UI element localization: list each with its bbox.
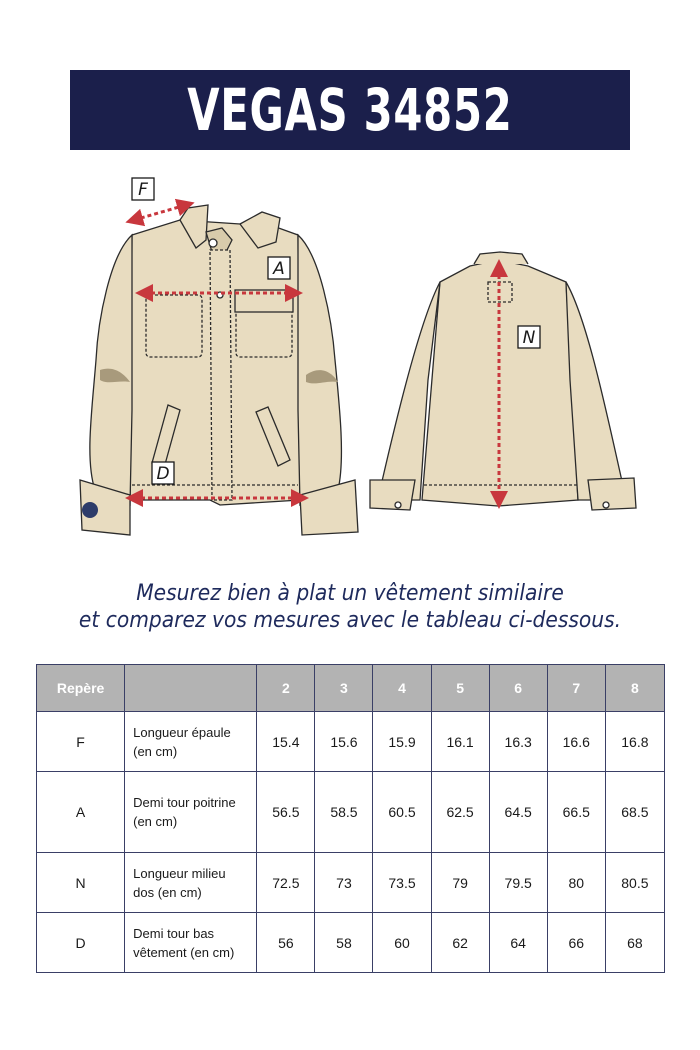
row-value: 16.6 bbox=[547, 712, 605, 772]
jacket-back-view bbox=[370, 252, 636, 510]
row-repere: F bbox=[37, 712, 125, 772]
marker-F bbox=[132, 178, 154, 200]
svg-text:D: D bbox=[156, 464, 170, 484]
marker-D bbox=[152, 462, 174, 484]
title-banner bbox=[70, 70, 630, 150]
instructions-line-2: et comparez vos mesures avec le tableau ci-dessous. bbox=[78, 608, 622, 633]
table-row bbox=[37, 712, 665, 772]
svg-text:A: A bbox=[273, 259, 285, 279]
row-repere: N bbox=[37, 853, 125, 913]
table-row bbox=[37, 913, 665, 973]
row-value: 16.8 bbox=[605, 712, 664, 772]
row-value: 58 bbox=[315, 913, 373, 973]
row-value: 16.3 bbox=[489, 712, 547, 772]
row-description: Longueur épaule (en cm) bbox=[125, 712, 257, 772]
row-value: 64 bbox=[489, 913, 547, 973]
svg-text:N: N bbox=[522, 328, 536, 348]
row-description: Longueur milieu dos (en cm) bbox=[125, 853, 257, 913]
arrow-F bbox=[134, 205, 186, 220]
row-value: 68 bbox=[605, 913, 664, 973]
jacket-front-view bbox=[80, 205, 358, 535]
row-value: 64.5 bbox=[489, 772, 547, 853]
header-size: 7 bbox=[547, 665, 605, 712]
row-value: 73.5 bbox=[373, 853, 431, 913]
row-repere: A bbox=[37, 772, 125, 853]
row-value: 16.1 bbox=[431, 712, 489, 772]
row-value: 60 bbox=[373, 913, 431, 973]
row-value: 62 bbox=[431, 913, 489, 973]
size-chart-table bbox=[36, 664, 665, 973]
row-value: 66 bbox=[547, 913, 605, 973]
row-value: 15.6 bbox=[315, 712, 373, 772]
header-size: 6 bbox=[489, 665, 547, 712]
row-value: 15.9 bbox=[373, 712, 431, 772]
header-size: 2 bbox=[257, 665, 315, 712]
table-row bbox=[37, 853, 665, 913]
row-description: Demi tour poitrine (en cm) bbox=[125, 772, 257, 853]
header-repere: Repère bbox=[37, 665, 125, 712]
header-size: 4 bbox=[373, 665, 431, 712]
row-value: 66.5 bbox=[547, 772, 605, 853]
row-value: 80 bbox=[547, 853, 605, 913]
page-title: VEGAS 34852 bbox=[187, 76, 513, 144]
row-value: 15.4 bbox=[257, 712, 315, 772]
table-row bbox=[37, 772, 665, 853]
row-value: 56.5 bbox=[257, 772, 315, 853]
svg-text:F: F bbox=[138, 180, 148, 200]
marker-A bbox=[268, 257, 290, 279]
row-value: 60.5 bbox=[373, 772, 431, 853]
row-repere: D bbox=[37, 913, 125, 973]
row-description: Demi tour bas vêtement (en cm) bbox=[125, 913, 257, 973]
row-value: 79.5 bbox=[489, 853, 547, 913]
instructions-line-1: Mesurez bien à plat un vêtement similaire bbox=[136, 581, 564, 606]
row-value: 72.5 bbox=[257, 853, 315, 913]
row-value: 80.5 bbox=[605, 853, 664, 913]
row-value: 68.5 bbox=[605, 772, 664, 853]
row-value: 62.5 bbox=[431, 772, 489, 853]
jacket-illustration bbox=[0, 160, 700, 560]
header-description bbox=[125, 665, 257, 712]
measuring-instructions bbox=[0, 580, 700, 634]
row-value: 58.5 bbox=[315, 772, 373, 853]
marker-N bbox=[518, 326, 540, 348]
row-value: 73 bbox=[315, 853, 373, 913]
header-size: 8 bbox=[605, 665, 664, 712]
row-value: 56 bbox=[257, 913, 315, 973]
header-size: 5 bbox=[431, 665, 489, 712]
row-value: 79 bbox=[431, 853, 489, 913]
table-header-row bbox=[37, 665, 665, 712]
header-size: 3 bbox=[315, 665, 373, 712]
